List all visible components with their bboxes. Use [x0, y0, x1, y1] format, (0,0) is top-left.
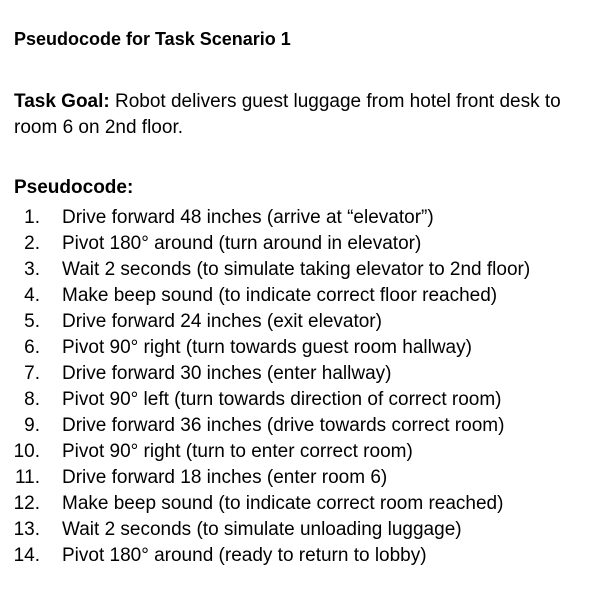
step-number: 1.: [24, 207, 40, 228]
task-goal-text: Robot delivers guest luggage from hotel front desk to room 6 on 2nd floor.: [14, 91, 561, 138]
step-text: Drive forward 18 inches (enter room 6): [62, 467, 388, 488]
step-number: 10.: [13, 441, 40, 462]
step-text: Pivot 90° right (turn towards guest room hallway): [62, 337, 472, 358]
document-title: Pseudocode for Task Scenario 1: [14, 29, 291, 49]
step-number: 14.: [13, 545, 40, 566]
step-number: 7.: [24, 363, 40, 384]
step-text: Pivot 180° around (turn around in elevator): [62, 233, 422, 254]
step-number: 5.: [24, 311, 40, 332]
step-number: 13.: [13, 519, 40, 540]
task-goal: [14, 89, 589, 141]
step-number: 2.: [24, 233, 40, 254]
step-text: Wait 2 seconds (to simulate taking elevator to 2nd floor): [62, 259, 531, 280]
step-number: 3.: [24, 259, 40, 280]
step-number: 12.: [13, 493, 40, 514]
step-text: Pivot 90° right (turn to enter correct room): [62, 441, 413, 462]
step-text: Drive forward 36 inches (drive towards correct room): [62, 415, 505, 436]
step-number: 11.: [14, 467, 40, 488]
step-number: 8.: [24, 389, 40, 410]
step-text: Drive forward 30 inches (enter hallway): [62, 363, 392, 384]
step-number: 6.: [24, 337, 40, 358]
pseudocode-heading: Pseudocode:: [14, 177, 134, 198]
task-goal-label: Task Goal:: [14, 91, 110, 112]
step-number: 4.: [24, 285, 40, 306]
step-number: 9.: [24, 415, 40, 436]
step-text: Drive forward 24 inches (exit elevator): [62, 311, 382, 332]
step-text: Make beep sound (to indicate correct room reached): [62, 493, 504, 514]
step-text: Drive forward 48 inches (arrive at “elevator”): [62, 207, 434, 228]
step-text: Wait 2 seconds (to simulate unloading luggage): [62, 519, 462, 540]
step-text: Make beep sound (to indicate correct floor reached): [62, 285, 498, 306]
step-text: Pivot 180° around (ready to return to lobby): [62, 545, 427, 566]
step-text: Pivot 90° left (turn towards direction of correct room): [62, 389, 502, 410]
